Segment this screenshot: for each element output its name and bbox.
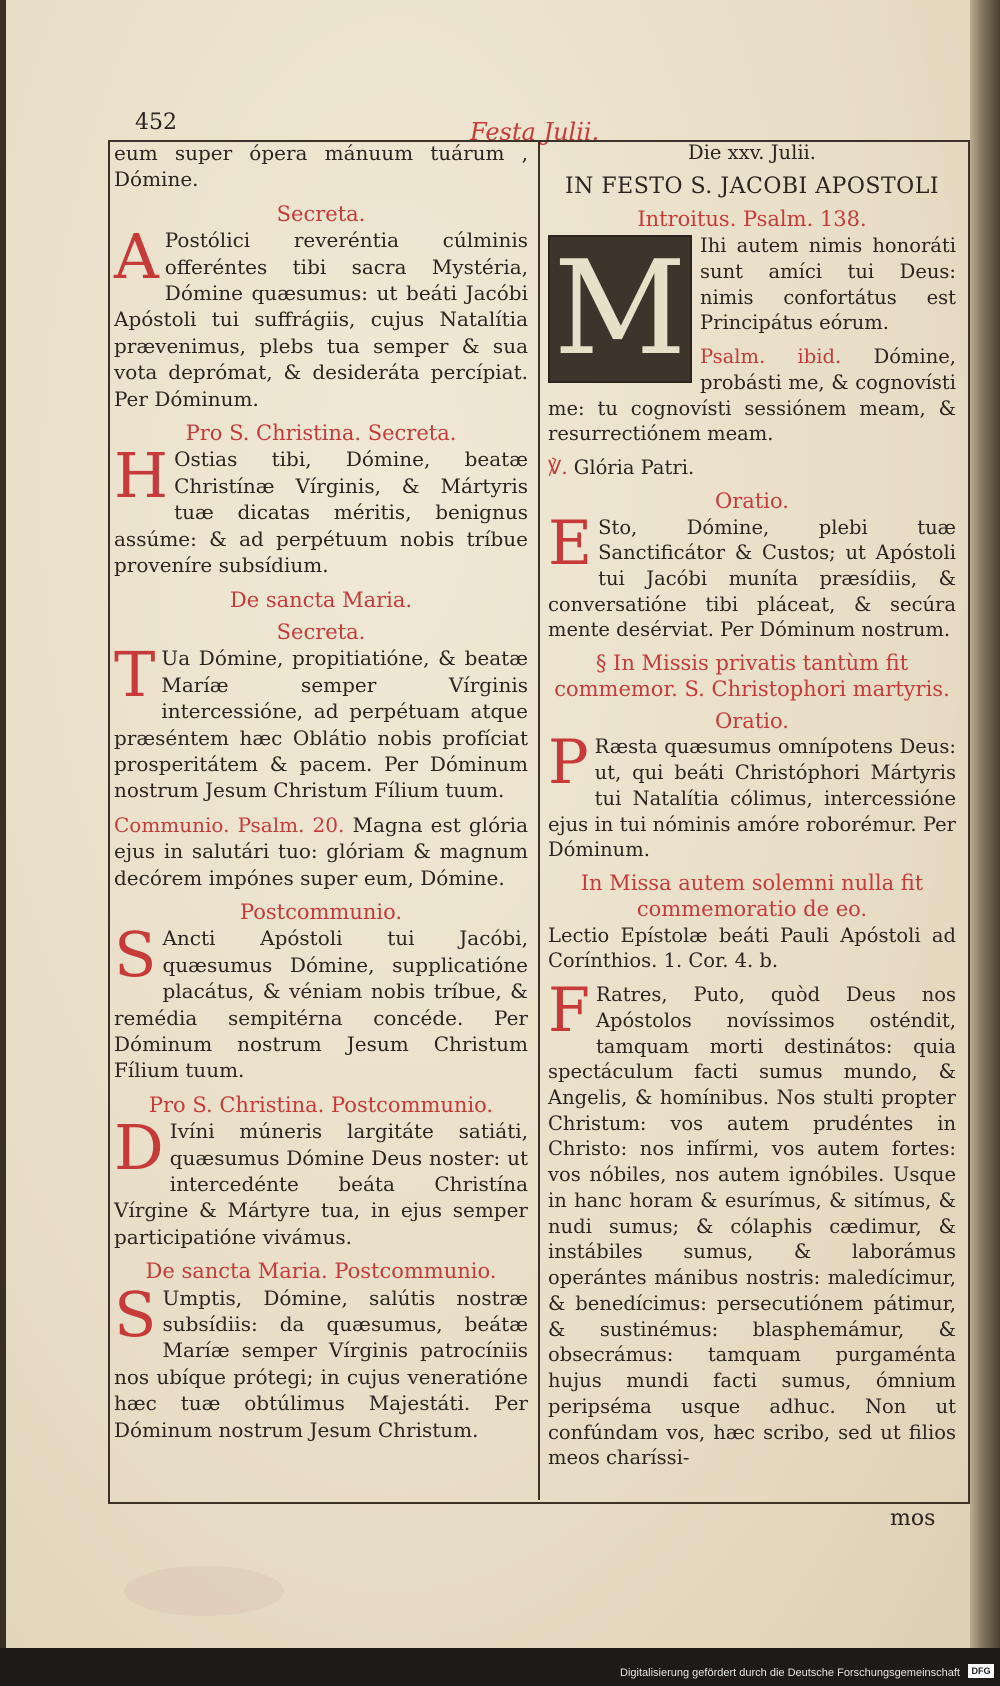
prayer-paragraph	[548, 728, 956, 863]
rubric-heading: Secreta.	[276, 201, 366, 226]
rubric-heading: Secreta.	[276, 619, 366, 644]
paragraph-text: Dómine, probásti me, & cognovísti me: tu cognovísti sessiónem meam, & resurrectiónem meam.	[548, 345, 956, 446]
drop-initial: S	[114, 918, 157, 992]
rubric-heading: § In Missis privatis tantùm fit commemor. S. Christophori martyris.	[554, 651, 950, 701]
drop-initial: H	[114, 439, 169, 513]
prayer-paragraph	[548, 508, 956, 644]
rubric-paragraph	[548, 455, 956, 481]
rubric-heading: In Missa autem solemni nulla fit commemoratio de eo.	[580, 871, 924, 921]
catchword: mos	[890, 1506, 936, 1531]
rubric-heading: Pro S. Christina. Secreta.	[185, 421, 457, 446]
dfg-logo: DFG	[968, 1664, 994, 1678]
historiated-initial	[548, 232, 692, 385]
rubric-paragraph	[114, 812, 528, 891]
rubric-heading: De sancta Maria.	[229, 587, 413, 612]
paragraph-text: Ivíni múneris largitáte satiáti, quæsumus Dómine Deus noster: ut intercedénte beáta Christína Vírgine & Mártyre tua, in ejus semper participatióne vivámus.	[114, 1119, 528, 1249]
drop-initial: A	[114, 220, 159, 294]
paragraph-text: Postólici reveréntia cúlminis offeréntes tibi sacra Mystéria, Dómine quæsumus: ut beáti Jacóbi Apóstoli tui suffrágiis, cujus Natalítia prævenimus, plebs tua semper & sua vota deprómat, & desideráta percípiat. Per Dóminum.	[114, 228, 528, 411]
paragraph-text: Umptis, Dómine, salútis nostræ subsídiis: da quæsumus, beátæ Maríæ semper Vírginis patrocíniis nos ubíque prótegi; in cujus veneratióne hæc tuæ obtúlimus Majestáti. Per Dóminum nostrum Jesum Christum.	[114, 1285, 528, 1442]
rubric-heading: Introitus. Psalm. 138.	[637, 207, 867, 232]
drop-initial: E	[548, 508, 593, 579]
running-head: Festa Julii.	[470, 118, 600, 146]
prayer-paragraph	[548, 976, 956, 1471]
text-line: eum super ópera mánuum tuárum , Dómine.	[114, 141, 528, 192]
initial-letter: M	[553, 232, 687, 385]
page-stain	[124, 1566, 284, 1616]
inline-rubric: ℣.	[548, 456, 568, 480]
digitization-credit: Digitalisierung gefördert durch die Deutsche Forschungsgemeinschaft	[620, 1667, 960, 1679]
page-number: 452	[135, 110, 177, 135]
page-edge	[970, 0, 1000, 1686]
drop-initial: T	[114, 638, 156, 712]
feast-title: IN FESTO S. JACOBI APOSTOLI	[564, 173, 940, 199]
drop-initial: F	[548, 976, 590, 1047]
rubric-heading: Postcommunio.	[239, 899, 403, 924]
drop-initial: S	[114, 1277, 157, 1351]
paragraph-text: Glória Patri.	[573, 456, 695, 480]
paragraph-text: Ræsta quæsumus omnípotens Deus: ut, qui beáti Christóphori Mártyris tui Natalítia cólimus, intercessióne ejus in tui nóminis amóre roborémur. Per Dóminum.	[548, 735, 956, 862]
paragraph-text: Sto, Dómine, plebi tuæ Sanctificátor & Custos; ut Apóstoli tui Jacóbi muníta præsídiis, & conversatióne tibi pláceat, & secúra mente desérviat. Per Dóminum nostrum.	[548, 515, 956, 642]
rubric-paragraph	[548, 923, 956, 974]
prayer-paragraph	[114, 220, 528, 412]
right-column	[548, 140, 956, 1479]
prayer-paragraph	[114, 1111, 528, 1250]
paragraph-text: Lectio Epístolæ beáti Pauli Apóstoli ad Corínthios. 1. Cor. 4. b.	[548, 923, 956, 973]
paragraph-text: Ihi autem nimis honoráti sunt amíci tui Deus: nimis confortátus est Principátus eórum.	[700, 234, 956, 335]
left-column	[114, 140, 528, 1451]
rubric-heading: De sancta Maria. Postcommunio.	[145, 1259, 497, 1284]
paragraph-text: Ua Dómine, propitiatióne, & beatæ Maríæ semper Vírginis intercessióne, ad perpétuam atque præséntem hæc Oblátio nobis profíciat prosperitátem & pacem. Per Dóminum nostrum Jesum Christum Fílium tuum.	[114, 646, 528, 803]
paragraph-text: Ratres, Puto, quòd Deus nos Apóstolos novíssimos osténdit, tamquam morti destinátos: quia spectáculum facti sumus mundo, & Angelis, & homínibus. Nos stulti propter Christum: vos autem prudéntes in Christo: nos infírmi, vos autem fortes: vos nóbiles, nos autem ignóbiles. Usque in hanc horam & esurímus, & sitímus, & nudi sumus; & cólaphis cædimur, & instábiles sumus, & laborámus operántes mánibus nostris: maledícimur, & benedícimus: persecutiónem pátimur, & sustinémus: blasphemámur, & obsecrámus: tamquam purgaménta hujus mundi facti sumus, ómnium peripséma usque adhuc. Non ut confúndam vos, hæc scribo, sed ut filios meos charíssi-	[548, 983, 956, 1470]
rubric-heading: Oratio.	[715, 488, 789, 513]
drop-initial: D	[114, 1111, 164, 1185]
paragraph-text: Magna est glória ejus in salutári tuo: glóriam & magnum decórem impónes super eum, Dómine.	[114, 812, 528, 890]
prayer-paragraph	[114, 1277, 528, 1443]
paragraph-text: Ancti Apóstoli tui Jacóbi, quæsumus Dómine, supplicatióne placátus, & véniam nobis tríbue, & remédia sempitérna concéde. Per Dóminum nostrum Jesum Christum Fílium tuum.	[114, 926, 528, 1083]
inline-rubric: Psalm. ibid.	[700, 345, 842, 369]
paragraph-text: Ostias tibi, Dómine, beatæ Christínæ Vírginis, & Mártyris tuæ dicatas méritis, benignus assúme: & ad perpétuum nobis tríbue proveníre subsídium.	[114, 447, 528, 578]
rubric-heading: Oratio.	[715, 708, 789, 733]
column-divider	[538, 140, 540, 1500]
prayer-paragraph	[114, 439, 528, 578]
inline-rubric: Communio. Psalm. 20.	[114, 812, 345, 837]
drop-initial: P	[548, 728, 589, 799]
feast-date: Die xxv. Julii.	[688, 141, 816, 164]
prayer-paragraph	[114, 918, 528, 1083]
rubric-heading: Pro S. Christina. Postcommunio.	[148, 1092, 494, 1117]
prayer-paragraph	[114, 638, 528, 803]
